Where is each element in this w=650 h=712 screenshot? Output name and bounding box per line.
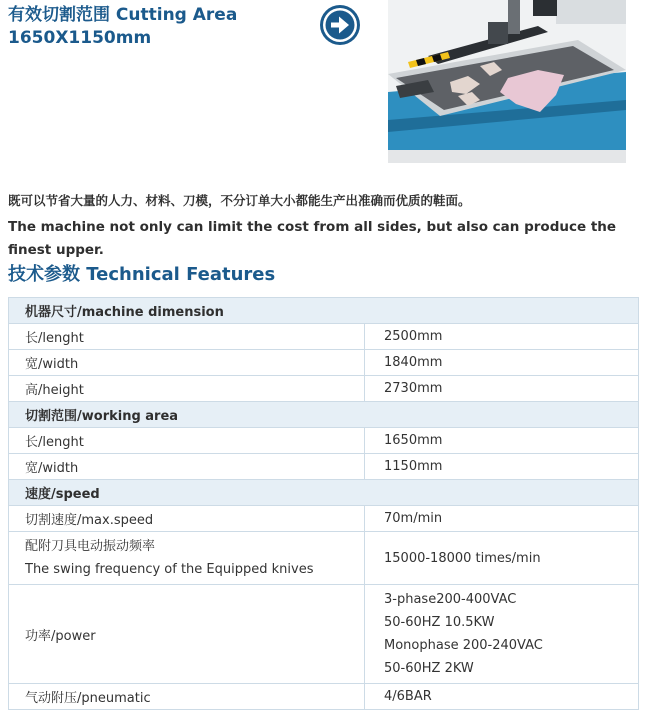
intro-chinese: 既可以节省大量的人力、材料、刀模，不分订单大小都能生产出准确而优质的鞋面。 <box>8 193 471 208</box>
table-row <box>9 684 639 710</box>
spec-label: 宽/width <box>9 350 365 376</box>
arrow-right-circle-icon[interactable] <box>318 3 362 47</box>
spec-value: 4/6BAR <box>365 684 639 710</box>
header-title <box>8 4 308 50</box>
spec-value: 1150mm <box>365 454 639 480</box>
title-line-1: 有效切割范围 Cutting Area <box>8 5 238 25</box>
table-row <box>9 454 639 480</box>
table-row <box>9 428 639 454</box>
machine-photo <box>388 0 626 163</box>
intro-text <box>8 191 628 262</box>
power-value-line: Monophase 200-240VAC <box>384 638 543 653</box>
spec-label: 气动附压/pneumatic <box>9 684 365 710</box>
intro-english: The machine not only can limit the cost from all sides, but also can produce the finest upper. <box>8 219 617 258</box>
power-value-line: 50-60HZ 10.5KW <box>384 615 495 630</box>
table-row <box>9 324 639 350</box>
spec-value: 2500mm <box>365 324 639 350</box>
machine-dimension-heading: 机器尺寸/machine dimension <box>9 298 639 324</box>
spec-label: 高/height <box>9 376 365 402</box>
table-row <box>9 532 639 585</box>
spec-value: 1650mm <box>365 428 639 454</box>
title-line-2: 1650X1150mm <box>8 28 152 48</box>
swing-label-english: The swing frequency of the Equipped knives <box>25 562 314 577</box>
spec-label <box>9 532 365 585</box>
speed-heading: 速度/speed <box>9 480 639 506</box>
spec-value: 1840mm <box>365 350 639 376</box>
table-row <box>9 350 639 376</box>
group-row-speed <box>9 480 639 506</box>
spec-value <box>365 585 639 684</box>
spec-label: 宽/width <box>9 454 365 480</box>
table-row <box>9 376 639 402</box>
group-row-machine-dimension <box>9 298 639 324</box>
table-row <box>9 506 639 532</box>
spec-table <box>8 297 639 710</box>
spec-value: 2730mm <box>365 376 639 402</box>
spec-label: 功率/power <box>9 585 365 684</box>
power-value-line: 3-phase200-400VAC <box>384 592 517 607</box>
spec-label: 长/lenght <box>9 428 365 454</box>
spec-value: 70m/min <box>365 506 639 532</box>
working-area-heading: 切割范围/working area <box>9 402 639 428</box>
power-value-line: 50-60HZ 2KW <box>384 661 474 676</box>
technical-features-title: 技术参数 Technical Features <box>8 264 276 285</box>
table-row <box>9 585 639 684</box>
spec-label: 长/lenght <box>9 324 365 350</box>
group-row-working-area <box>9 402 639 428</box>
spec-label: 切割速度/max.speed <box>9 506 365 532</box>
spec-value: 15000-18000 times/min <box>365 532 639 585</box>
swing-label-chinese: 配附刀具电动振动频率 <box>25 539 156 554</box>
